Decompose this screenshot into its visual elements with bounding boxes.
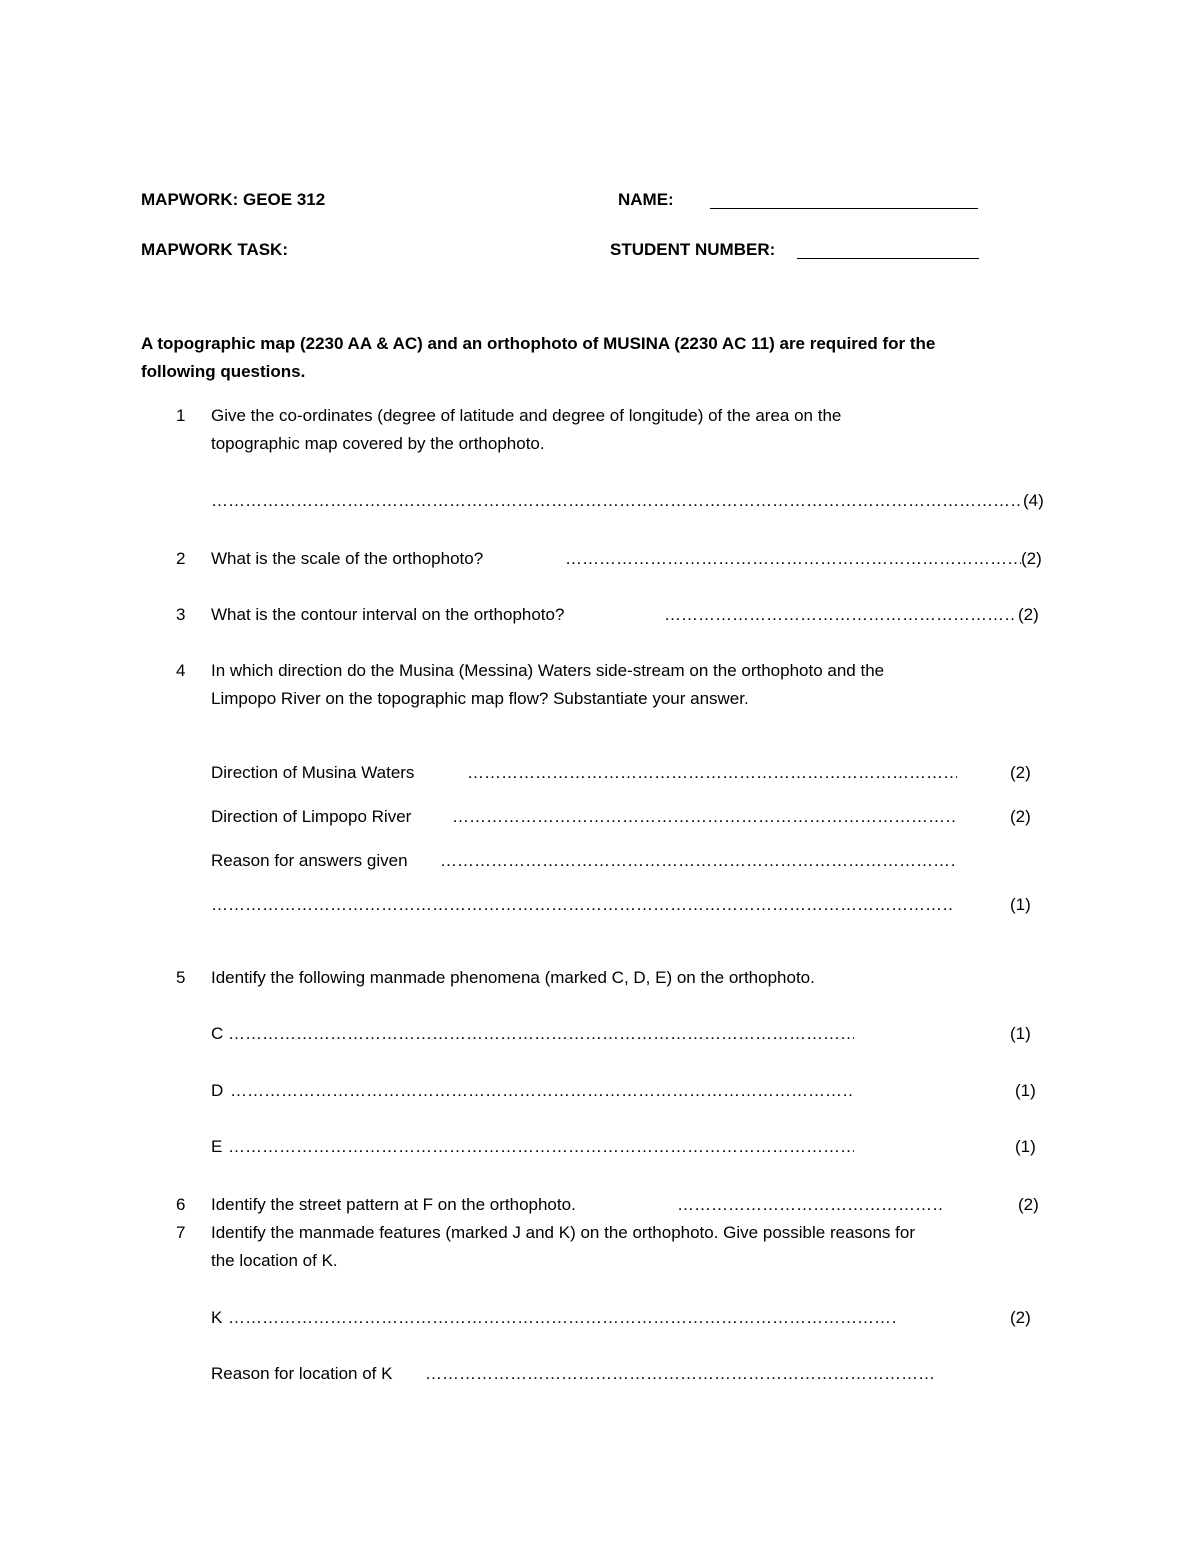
q4-reason-mark: (1) (1010, 895, 1031, 914)
q7-line-1: Identify the manmade features (marked J and K) on the orthophoto. Give possible reasons for (211, 1223, 915, 1242)
q1-line-2: topographic map covered by the orthophoto. (211, 434, 545, 453)
q7-k-answer-line[interactable] (228, 1308, 898, 1328)
q7-reason-answer-line[interactable] (425, 1364, 937, 1384)
q4-line-2: Limpopo River on the topographic map flow? Substantiate your answer. (211, 689, 749, 708)
student-number-label: STUDENT NUMBER: (610, 240, 776, 259)
course-title: MAPWORK: GEOE 312 (141, 190, 326, 209)
q2-number: 2 (176, 549, 186, 568)
task-label: MAPWORK TASK: (141, 240, 288, 259)
q4-line-1: In which direction do the Musina (Messina) Waters side-stream on the orthophoto and the (211, 661, 885, 680)
q6-text: Identify the street pattern at F on the orthophoto. (211, 1195, 576, 1214)
q6-mark: (2) (1018, 1195, 1039, 1214)
intro-line-1: A topographic map (2230 AA & AC) and an orthophoto of MUSINA (2230 AC 11) are required for the (141, 334, 936, 353)
q4-limpopo-mark: (2) (1010, 807, 1031, 826)
q5-d-answer-line[interactable] (230, 1081, 852, 1101)
q4-number: 4 (176, 661, 186, 680)
q1-line-1: Give the co-ordinates (degree of latitude and degree of longitude) of the area on the (211, 406, 842, 425)
q5-c-answer-line[interactable] (228, 1024, 854, 1044)
q4-musina-answer-line[interactable] (467, 763, 957, 783)
q4-musina-mark: (2) (1010, 763, 1031, 782)
q5-d-label: D (211, 1081, 224, 1100)
q5-c-label: C (211, 1024, 224, 1043)
q5-d-mark: (1) (1015, 1081, 1036, 1100)
q7-line-2: the location of K. (211, 1251, 338, 1270)
student-number-blank[interactable] (797, 258, 979, 259)
q2-answer-line[interactable] (565, 549, 1021, 569)
q4-musina-label: Direction of Musina Waters (211, 763, 415, 782)
name-blank[interactable] (710, 208, 978, 209)
q7-k-label: K (211, 1308, 223, 1327)
q3-mark: (2) (1018, 605, 1039, 624)
q5-number: 5 (176, 968, 186, 987)
q2-mark: (2) (1021, 549, 1042, 568)
q4-limpopo-label: Direction of Limpopo River (211, 807, 412, 826)
q7-reason-label: Reason for location of K (211, 1364, 393, 1383)
q7-number: 7 (176, 1223, 186, 1242)
q1-mark: (4) (1023, 491, 1044, 510)
q1-answer-line[interactable] (211, 491, 1023, 511)
q5-text: Identify the following manmade phenomena (marked C, D, E) on the orthophoto. (211, 968, 815, 987)
q1-number: 1 (176, 406, 186, 425)
q4-limpopo-answer-line[interactable] (452, 807, 957, 827)
q5-c-mark: (1) (1010, 1024, 1031, 1043)
q3-number: 3 (176, 605, 186, 624)
q5-e-mark: (1) (1015, 1137, 1036, 1156)
q6-number: 6 (176, 1195, 186, 1214)
q3-answer-line[interactable] (664, 605, 1017, 625)
q4-reason-answer-line-1[interactable] (440, 851, 957, 871)
intro-line-2: following questions. (141, 362, 306, 381)
q5-e-label: E (211, 1137, 223, 1156)
q6-answer-line[interactable] (677, 1195, 943, 1215)
q7-k-mark: (2) (1010, 1308, 1031, 1327)
q3-text: What is the contour interval on the orthophoto? (211, 605, 565, 624)
q5-e-answer-line[interactable] (228, 1137, 854, 1157)
q4-reason-answer-line-2[interactable] (211, 895, 953, 915)
q2-text: What is the scale of the orthophoto? (211, 549, 484, 568)
q4-reason-label: Reason for answers given (211, 851, 408, 870)
name-label: NAME: (618, 190, 674, 209)
